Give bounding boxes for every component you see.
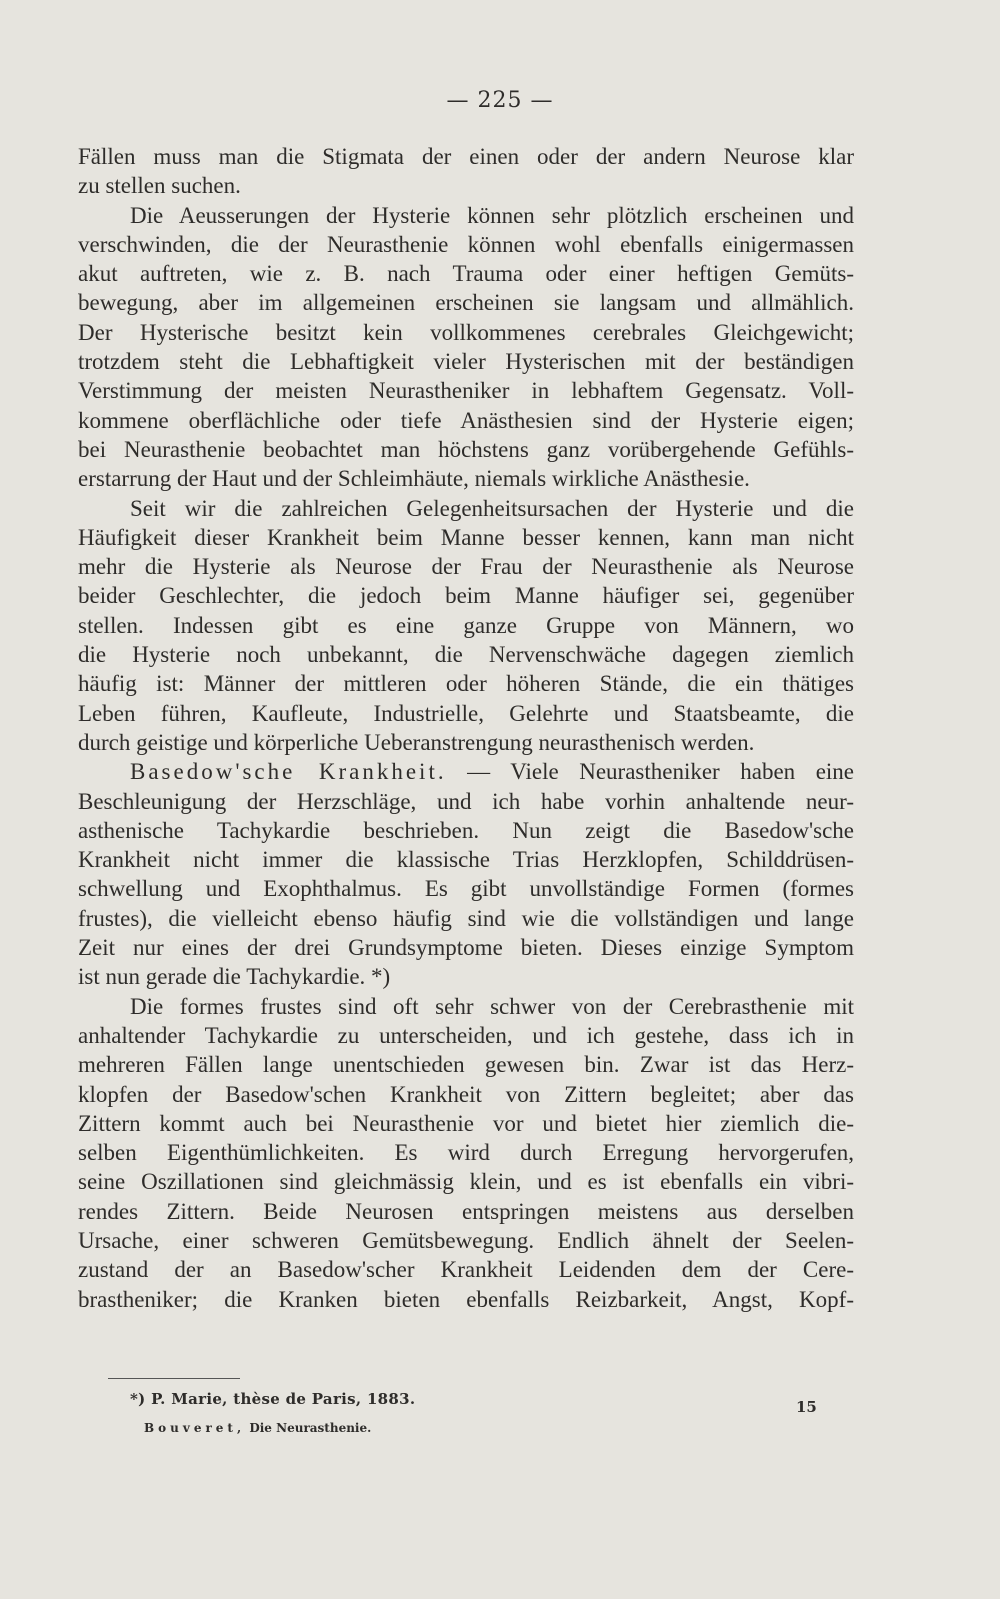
body-text xyxy=(78,142,854,1314)
text-line: Der Hysterische besitzt kein vollkommenes cerebrales Gleichgewicht; xyxy=(78,319,854,345)
text-line: selben Eigenthümlichkeiten. Es wird durch Erregung hervorgerufen, xyxy=(78,1140,854,1166)
text-line: Beschleunigung der Herzschläge, und ich habe vorhin anhaltende neur- xyxy=(78,788,854,814)
text-line: rendes Zittern. Beide Neurosen entspringen meistens aus derselben xyxy=(78,1198,854,1224)
text-line: Ursache, einer schweren Gemütsbewegung. Endlich ähnelt der Seelen- xyxy=(78,1227,854,1253)
text-line: durch geistige und körperliche Ueberanstrengung neurasthenisch werden. xyxy=(78,729,755,755)
text-line: mehreren Fällen lange unentschieden gewesen bin. Zwar ist das Herz- xyxy=(78,1052,854,1078)
text-line: akut auftreten, wie z. B. nach Trauma oder einer heftigen Gemüts- xyxy=(78,261,854,287)
imprint-line xyxy=(144,1421,371,1435)
text-line: Verstimmung der meisten Neurastheniker in lebhaftem Gegensatz. Voll- xyxy=(78,378,854,404)
text-line: kommene oberflächliche oder tiefe Anästhesien sind der Hysterie eigen; xyxy=(78,407,854,433)
text-line: verschwinden, die der Neurasthenie können wohl ebenfalls einigermassen xyxy=(78,231,854,257)
imprint-author: Bouveret, xyxy=(144,1421,246,1435)
text-fragment: — Viele Neurastheniker haben eine xyxy=(467,759,855,785)
text-line: beider Geschlechter, die jedoch beim Manne häufiger sei, gegenüber xyxy=(78,583,854,609)
signature-number: 15 xyxy=(796,1398,817,1416)
text-line: Leben führen, Kaufleute, Industrielle, Gelehrte und Staatsbeamte, die xyxy=(78,700,854,726)
text-line: die Hysterie noch unbekannt, die Nervenschwäche dagegen ziemlich xyxy=(78,642,854,668)
text-line: Die formes frustes sind oft sehr schwer von der Cerebrasthenie mit xyxy=(130,993,854,1019)
text-line: zustand der an Basedow'scher Krankheit Leidenden dem der Cere- xyxy=(78,1257,854,1283)
text-line: zu stellen suchen. xyxy=(78,173,241,199)
text-line: asthenische Tachykardie beschrieben. Nun zeigt die Basedow'sche xyxy=(78,817,854,843)
text-line: Krankheit nicht immer die klassische Trias Herzklopfen, Schilddrüsen- xyxy=(78,847,854,873)
text-line: bei Neurasthenie beobachtet man höchstens ganz vorübergehende Gefühls- xyxy=(78,436,854,462)
text-line: Die Aeusserungen der Hysterie können sehr plötzlich erscheinen und xyxy=(130,202,854,228)
footnote-divider xyxy=(108,1378,240,1379)
text-line: schwellung und Exophthalmus. Es gibt unvollständige Formen (formes xyxy=(78,876,854,902)
text-line: anhaltender Tachykardie zu unterscheiden, und ich gestehe, dass ich in xyxy=(78,1022,854,1048)
text-line: brastheniker; die Kranken bieten ebenfalls Reizbarkeit, Angst, Kopf- xyxy=(78,1286,854,1312)
text-line: Seit wir die zahlreichen Gelegenheitsursachen der Hysterie und die xyxy=(130,495,854,521)
text-line: ist nun gerade die Tachykardie. *) xyxy=(78,964,391,990)
text-line: Zeit nur eines der drei Grundsymptome bieten. Dieses einzige Symptom xyxy=(78,935,854,961)
footnote: *) P. Marie, thèse de Paris, 1883. xyxy=(130,1390,416,1408)
imprint-title: Die Neurasthenie. xyxy=(249,1421,372,1435)
text-line: klopfen der Basedow'schen Krankheit von Zittern begleitet; aber das xyxy=(78,1081,854,1107)
text-line: stellen. Indessen gibt es eine ganze Gruppe von Männern, wo xyxy=(78,612,854,638)
text-line: Fällen muss man die Stigmata der einen oder der andern Neurose klar xyxy=(78,144,854,169)
text-line: bewegung, aber im allgemeinen erscheinen sie langsam und allmählich. xyxy=(78,290,854,316)
page-number: — 225 — xyxy=(446,88,554,113)
section-heading: Basedow'sche Krankheit. xyxy=(130,759,447,785)
text-line: Häufigkeit dieser Krankheit beim Manne besser kennen, kann man nicht xyxy=(78,524,854,550)
text-line: mehr die Hysterie als Neurose der Frau der Neurasthenie als Neurose xyxy=(78,554,854,580)
text-line: frustes), die vielleicht ebenso häufig sind wie die vollständigen und lange xyxy=(78,905,854,931)
section-line xyxy=(78,757,854,786)
text-line: erstarrung der Haut und der Schleimhäute, niemals wirkliche Anästhesie. xyxy=(78,466,750,492)
text-line: häufig ist: Männer der mittleren oder höheren Stände, die ein thätiges xyxy=(78,671,854,697)
text-line: seine Oszillationen sind gleichmässig klein, und es ist ebenfalls ein vibri- xyxy=(78,1169,854,1195)
text-line: trotzdem steht die Lebhaftigkeit vieler Hysterischen mit der beständigen xyxy=(78,349,854,375)
text-line: Zittern kommt auch bei Neurasthenie vor und bietet hier ziemlich die- xyxy=(78,1110,854,1136)
